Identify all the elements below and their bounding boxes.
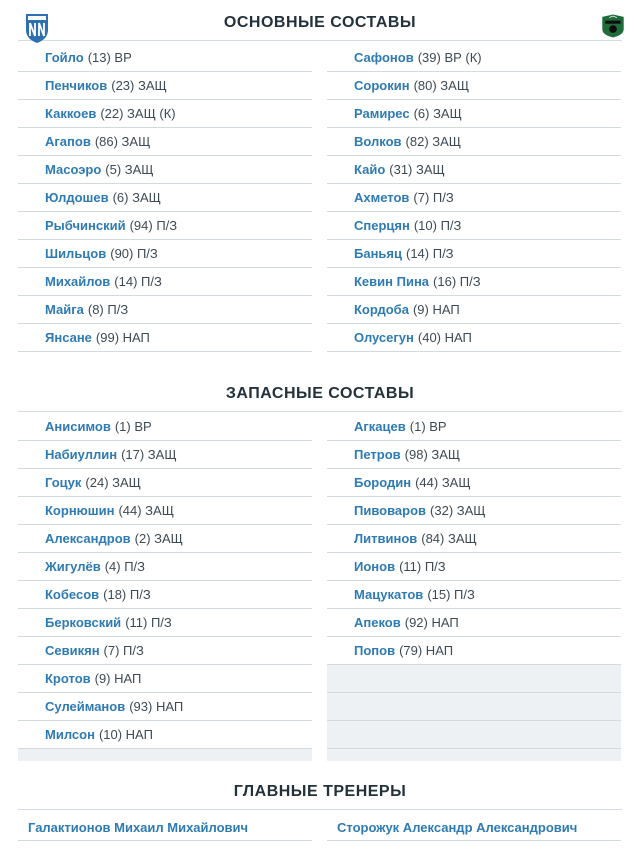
player-number-position: (14) П/З xyxy=(114,274,162,289)
starting-header xyxy=(18,6,622,41)
player-row xyxy=(327,128,621,156)
player-number-position: (92) НАП xyxy=(404,615,459,630)
player-row xyxy=(327,637,621,665)
player-number-position: (84) ЗАЩ xyxy=(421,531,477,546)
player-number-position: (32) ЗАЩ xyxy=(430,503,486,518)
player-row xyxy=(18,469,312,497)
player-name-link[interactable]: Гойло xyxy=(45,50,84,65)
player-number-position: (14) П/З xyxy=(406,246,454,261)
player-name-link[interactable]: Агкацев xyxy=(354,419,406,434)
player-row xyxy=(327,553,621,581)
coaches-header xyxy=(18,775,622,810)
player-row xyxy=(327,609,621,637)
player-number-position: (6) ЗАЩ xyxy=(112,190,161,205)
player-row xyxy=(327,268,621,296)
player-number-position: (99) НАП xyxy=(95,330,150,345)
player-row xyxy=(18,268,312,296)
away-coach[interactable]: Сторожук Александр Александрович xyxy=(327,815,621,841)
player-name-link[interactable]: Янсане xyxy=(45,330,92,345)
player-number-position: (1) ВР xyxy=(409,419,447,434)
player-row xyxy=(327,469,621,497)
player-row xyxy=(18,413,312,441)
player-row xyxy=(18,184,312,212)
player-row xyxy=(327,212,621,240)
starting-home-list xyxy=(18,44,312,352)
player-row xyxy=(327,240,621,268)
player-number-position: (4) П/З xyxy=(104,559,146,574)
player-number-position: (15) П/З xyxy=(427,587,475,602)
player-row xyxy=(18,100,312,128)
player-name-link[interactable]: Берковский xyxy=(45,615,122,630)
player-row xyxy=(18,72,312,100)
player-row xyxy=(18,693,312,721)
player-number-position: (13) ВР xyxy=(87,50,132,65)
player-name-link[interactable]: Попов xyxy=(354,643,396,658)
player-number-position: (94) П/З xyxy=(129,218,178,233)
player-name-link[interactable]: Корнюшин xyxy=(45,503,115,518)
player-number-position: (7) П/З xyxy=(413,190,454,205)
coaches-title: ГЛАВНЫЕ ТРЕНЕРЫ xyxy=(233,783,407,800)
player-name-link[interactable]: Ахметов xyxy=(354,190,410,205)
player-number-position: (9) НАП xyxy=(412,302,460,317)
player-name-link[interactable]: Агапов xyxy=(45,134,91,149)
player-name-link[interactable]: Баньяц xyxy=(354,246,402,261)
player-name-link[interactable]: Жигулёв xyxy=(45,559,101,574)
player-number-position: (80) ЗАЩ xyxy=(413,78,470,93)
player-row xyxy=(18,637,312,665)
subs-title: ЗАПАСНЫЕ СОСТАВЫ xyxy=(225,385,415,402)
player-row xyxy=(18,296,312,324)
player-number-position: (90) П/З xyxy=(110,246,158,261)
player-row xyxy=(18,665,312,693)
player-name-link[interactable]: Пенчиков xyxy=(45,78,108,93)
player-row xyxy=(327,525,621,553)
player-row xyxy=(18,525,312,553)
player-name-link[interactable]: Рыбчинский xyxy=(45,218,126,233)
player-number-position: (22) ЗАЩ (К) xyxy=(100,106,176,121)
player-number-position: (8) П/З xyxy=(87,302,129,317)
subs-away-list xyxy=(327,413,621,761)
empty-row xyxy=(327,693,621,721)
player-number-position: (86) ЗАЩ xyxy=(94,134,151,149)
player-row xyxy=(18,240,312,268)
player-name-link[interactable]: Литвинов xyxy=(354,531,418,546)
starting-title: ОСНОВНЫЕ СОСТАВЫ xyxy=(223,14,417,31)
player-name-link[interactable]: Мацукатов xyxy=(354,587,424,602)
player-row xyxy=(18,497,312,525)
player-row xyxy=(18,324,312,352)
subs-header xyxy=(18,377,622,412)
player-name-link[interactable]: Сулейманов xyxy=(45,699,126,714)
player-name-link[interactable]: Сафонов xyxy=(354,50,414,65)
player-row xyxy=(18,581,312,609)
player-name-link[interactable]: Сорокин xyxy=(354,78,410,93)
player-name-link[interactable]: Бородин xyxy=(354,475,412,490)
player-number-position: (31) ЗАЩ xyxy=(389,162,445,177)
player-row xyxy=(327,497,621,525)
player-name-link[interactable]: Олусегун xyxy=(354,330,414,345)
player-name-link[interactable]: Кобесов xyxy=(45,587,100,602)
player-name-link[interactable]: Ионов xyxy=(354,559,396,574)
away-team-logo-icon xyxy=(600,10,626,42)
player-name-link[interactable]: Кордоба xyxy=(354,302,409,317)
player-row xyxy=(327,441,621,469)
player-number-position: (11) П/З xyxy=(399,559,446,574)
player-number-position: (40) НАП xyxy=(417,330,472,345)
player-number-position: (39) ВР (К) xyxy=(417,50,482,65)
player-number-position: (17) ЗАЩ xyxy=(121,447,177,462)
player-number-position: (23) ЗАЩ xyxy=(111,78,167,93)
player-name-link[interactable]: Анисимов xyxy=(45,419,111,434)
player-row xyxy=(327,156,621,184)
player-name-link[interactable]: Кевин Пина xyxy=(354,274,430,289)
player-name-link[interactable]: Апеков xyxy=(354,615,401,630)
player-name-link[interactable]: Сперцян xyxy=(354,218,410,233)
player-name-link[interactable]: Петров xyxy=(354,447,401,462)
player-name-link[interactable]: Шильцов xyxy=(45,246,107,261)
player-number-position: (7) П/З xyxy=(103,643,144,658)
player-name-link[interactable]: Михайлов xyxy=(45,274,111,289)
player-row xyxy=(327,581,621,609)
empty-row xyxy=(327,721,621,749)
player-name-link[interactable]: Милсон xyxy=(45,727,95,742)
player-number-position: (44) ЗАЩ xyxy=(118,503,174,518)
player-row xyxy=(18,721,312,749)
player-row xyxy=(18,156,312,184)
player-number-position: (82) ЗАЩ xyxy=(405,134,461,149)
starting-away-list xyxy=(327,44,621,352)
player-row xyxy=(18,553,312,581)
player-number-position: (10) НАП xyxy=(98,727,153,742)
player-name-link[interactable]: Масоэро xyxy=(45,162,102,177)
player-row xyxy=(327,324,621,352)
player-name-link[interactable]: Севикян xyxy=(45,643,100,658)
empty-row xyxy=(327,665,621,693)
player-name-link[interactable]: Юлдошев xyxy=(45,190,109,205)
player-number-position: (79) НАП xyxy=(399,643,454,658)
player-row xyxy=(18,441,312,469)
player-number-position: (5) ЗАЩ xyxy=(105,162,154,177)
player-number-position: (2) ЗАЩ xyxy=(134,531,183,546)
player-number-position: (18) П/З xyxy=(103,587,151,602)
player-row xyxy=(18,609,312,637)
player-number-position: (16) П/З xyxy=(433,274,481,289)
subs-home-list xyxy=(18,413,312,761)
player-number-position: (11) П/З xyxy=(125,615,172,630)
player-name-link[interactable]: Майга xyxy=(45,302,84,317)
player-name-link[interactable]: Пивоваров xyxy=(354,503,427,518)
player-row xyxy=(327,296,621,324)
player-number-position: (24) ЗАЩ xyxy=(85,475,141,490)
player-name-link[interactable]: Александров xyxy=(45,531,131,546)
player-number-position: (1) ВР xyxy=(114,419,152,434)
player-name-link[interactable]: Кайо xyxy=(354,162,386,177)
player-number-position: (93) НАП xyxy=(129,699,184,714)
home-team-logo-icon xyxy=(24,12,50,44)
home-coach[interactable]: Галактионов Михаил Михайлович xyxy=(18,815,312,841)
player-row xyxy=(18,128,312,156)
player-row xyxy=(327,100,621,128)
player-number-position: (98) ЗАЩ xyxy=(404,447,461,462)
player-number-position: (6) ЗАЩ xyxy=(413,106,462,121)
player-row xyxy=(327,44,621,72)
player-row xyxy=(18,44,312,72)
player-name-link[interactable]: Кротов xyxy=(45,671,91,686)
player-number-position: (9) НАП xyxy=(94,671,142,686)
player-name-link[interactable]: Набиуллин xyxy=(45,447,118,462)
player-row xyxy=(18,212,312,240)
player-name-link[interactable]: Каккоев xyxy=(45,106,97,121)
player-row xyxy=(327,184,621,212)
player-number-position: (10) П/З xyxy=(413,218,462,233)
player-name-link[interactable]: Волков xyxy=(354,134,402,149)
player-row xyxy=(327,72,621,100)
player-name-link[interactable]: Гоцук xyxy=(45,475,82,490)
player-name-link[interactable]: Рамирес xyxy=(354,106,410,121)
player-number-position: (44) ЗАЩ xyxy=(415,475,471,490)
player-row xyxy=(327,413,621,441)
